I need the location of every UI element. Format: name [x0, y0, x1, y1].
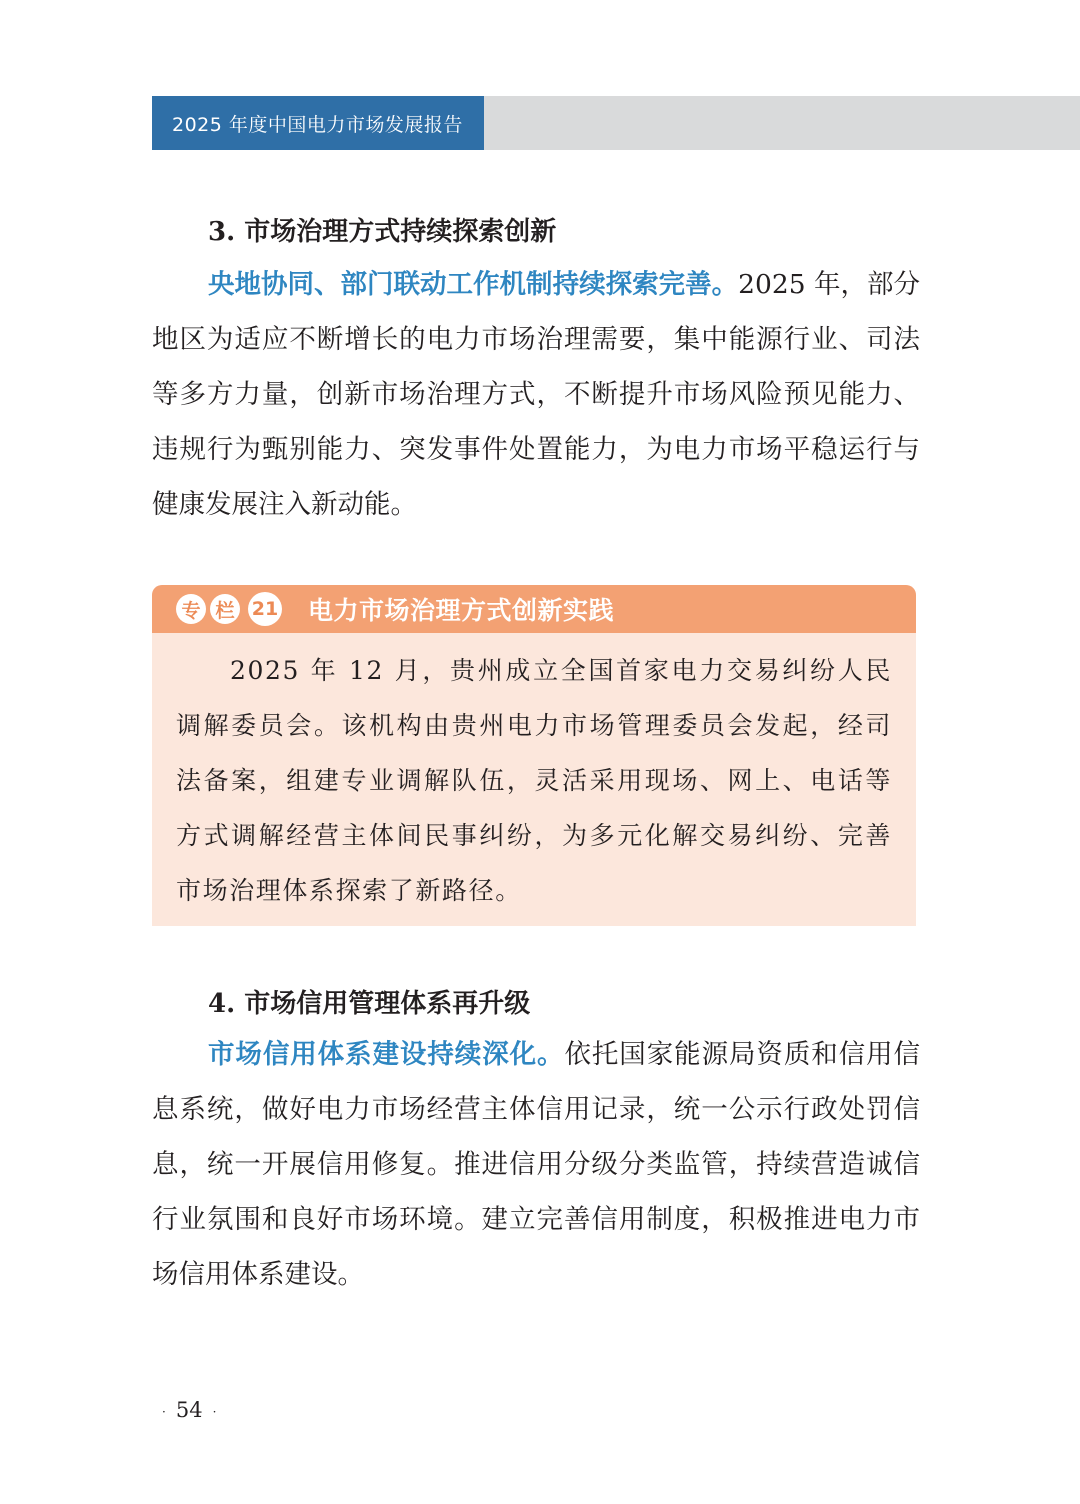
- page-number: 54: [175, 1398, 203, 1422]
- section-3-lead: 央地协同、部门联动工作机制持续探索完善。: [208, 269, 739, 300]
- report-title: 2025 年度中国电力市场发展报告: [172, 113, 463, 136]
- feature-box-text: 2025 年 12 月，贵州成立全国首家电力交易纠纷人民调解委员会。该机构由贵州电力市场管理委员会发起，经司法备案，组建专业调解队伍，灵活采用现场、网上、电话等方式调解经营主体间民事纠纷，为多元化解交易纠纷、完善市场治理体系探索了新路径。: [176, 656, 892, 905]
- section-3-heading: 3. 市场治理方式持续探索创新: [208, 217, 557, 247]
- feature-number-badge: 21: [248, 592, 282, 626]
- feature-box-title: 电力市场治理方式创新实践: [308, 596, 615, 625]
- footer-dot-left: ·: [162, 1404, 166, 1419]
- footer-dot-right: ·: [212, 1404, 217, 1419]
- feature-box-header: [152, 585, 916, 633]
- section-4-body: 依托国家能源局资质和信用信息系统，做好电力市场经营主体信用记录，统一公示行政处罚信息，统一开展信用修复。推进信用分级分类监管，持续营造诚信行业氛围和良好市场环境。建立完善信用制度，积极推进电力市场信用体系建设。: [152, 1039, 921, 1290]
- section-3-body: 2025 年，部分地区为适应不断增长的电力市场治理需要，集中能源行业、司法等多方力量，创新市场治理方式，不断提升市场风险预见能力、违规行为甄别能力、突发事件处置能力，为电力市场平稳运行与健康发展注入新动能。: [152, 269, 920, 520]
- feature-label-char-2: 栏: [210, 594, 240, 624]
- section-4-lead: 市场信用体系建设持续深化。: [208, 1039, 565, 1070]
- feature-label-char-1: 专: [176, 594, 206, 624]
- section-3-paragraph: [152, 257, 920, 532]
- feature-box: [152, 585, 916, 926]
- section-4-paragraph: [152, 1027, 920, 1302]
- running-header: [152, 96, 484, 150]
- section-4-heading: 4. 市场信用管理体系再升级: [208, 989, 531, 1019]
- page-footer: [152, 1398, 226, 1422]
